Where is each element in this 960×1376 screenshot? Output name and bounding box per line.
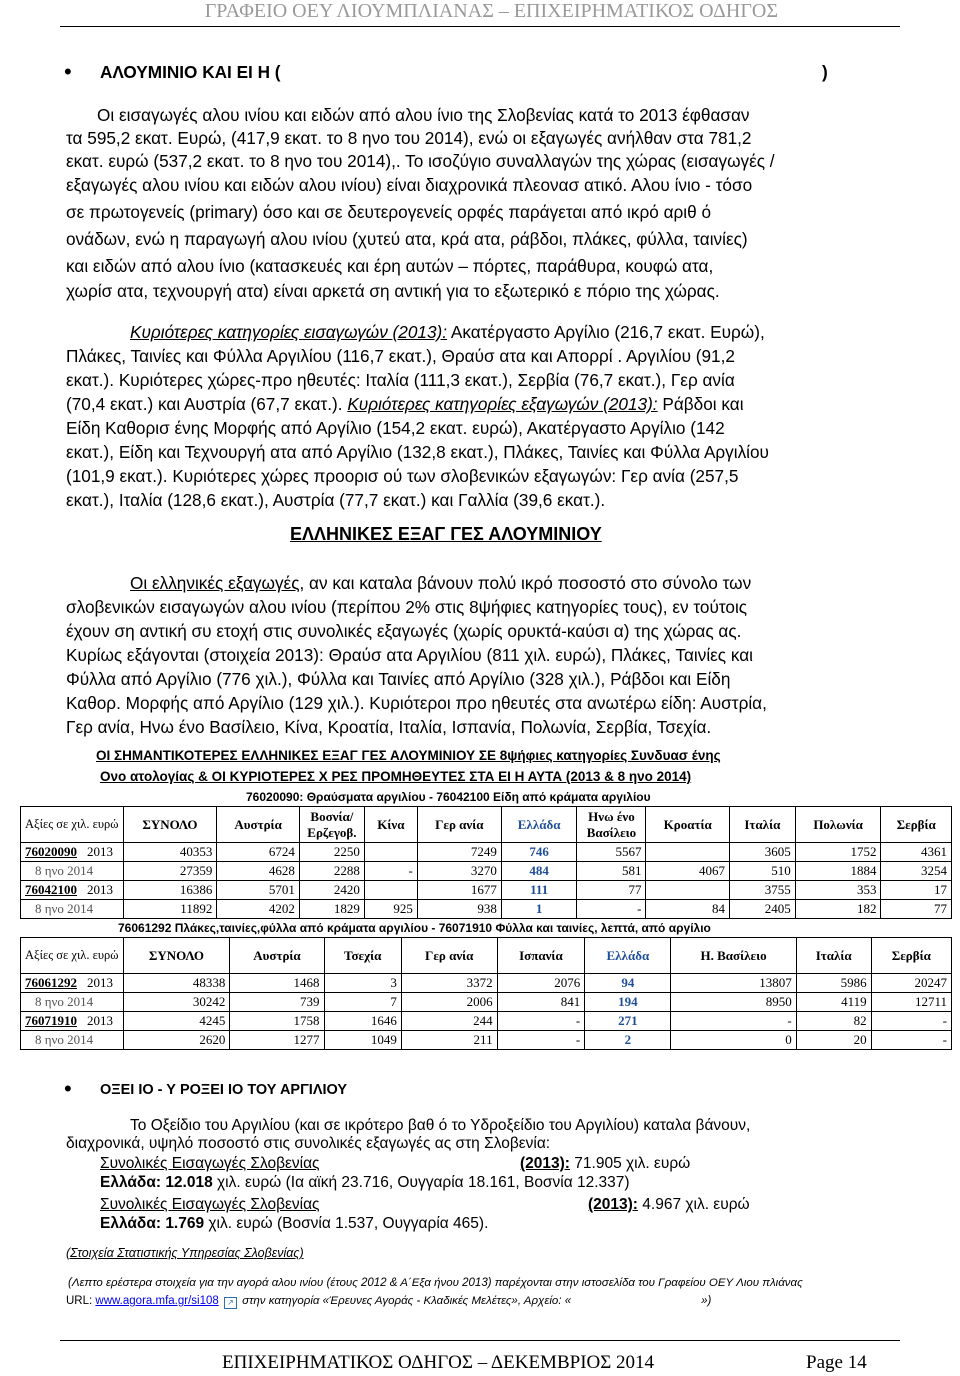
header-rule [60,26,900,27]
table-cell: 1677 [417,881,501,900]
section1-title: ΑΛΟΥΜΙΝΙΟ ΚΑΙ ΕΙ Η ( [100,62,281,82]
para2-line: Πλάκες, Ταινίες και Φύλλα Αργιλίου (116,7 εκατ.), Θραύσ ατα και Απορρί . Αργιλίου (91,2 [66,346,735,366]
table-row [21,843,952,862]
para3-line: Καθορ. Μορφής από Αργίλιο (129 χιλ.). Κυριότεροι προ ηθευτές στα ανωτέρω είδη: Αυστρία, [66,693,767,713]
table-cell: 27359 [123,862,217,881]
product-code: 76020090 [25,844,77,859]
page-number: Page 14 [806,1352,867,1373]
table-cell: 4067 [646,862,730,881]
agora-link[interactable]: www.agora.mfa.gr/si108 [95,1295,219,1307]
table-cell: 77 [881,900,952,919]
table-row [21,881,952,900]
table-cell: 1 [501,900,577,919]
table-cell: 3270 [417,862,501,881]
table-cell: 3 [324,974,401,993]
table-cell: - [497,1012,585,1031]
table-cell: 8950 [671,993,796,1012]
table-cell: 739 [230,993,324,1012]
table-cell: 841 [497,993,585,1012]
table1-header: Πολωνία [795,807,881,843]
table-cell [646,881,730,900]
table-cell: 4245 [123,1012,230,1031]
table1-header: ΣΥΝΟΛΟ [123,807,217,843]
table1-header: Κίνα [364,807,417,843]
table2-header: Σερβία [871,938,951,974]
table-cell: 1884 [795,862,881,881]
table-row [21,862,952,881]
table-cell: 194 [585,993,671,1012]
table-title: Ονο ατολογίας & ΟΙ ΚΥΡΙΟΤΕΡΕΣ Χ ΡΕΣ ΠΡΟΜΗΘΕΥΤΕΣ ΣΤΑ ΕΙ Η ΑΥΤΑ (2013 & 8 ηνο 2014) [100,769,692,784]
para2-line: Κυριότερες κατηγορίες εισαγωγών (2013): Ακατέργαστο Αργίλιο (216,7 εκατ. Ευρώ), [130,322,765,342]
table1-header: Αυστρία [217,807,300,843]
table1-header: Βοσνία/ Ερζεγοβ. [299,807,364,843]
table-cell: 211 [401,1031,497,1050]
table-cell: - [497,1031,585,1050]
table-cell: 1049 [324,1031,401,1050]
table-cell: - [871,1012,951,1031]
table-cell: 1468 [230,974,324,993]
imports-total-line: Συνολικές Εισαγωγές Σλοβενίας (2013): 4.967 χιλ. ευρώ [100,1196,750,1213]
para1-line: Οι εισαγωγές αλου ινίου και ειδών από αλου ίνιο της Σλοβενίας κατά το 2013 έφθασαν [97,105,750,125]
table-cell: 1829 [299,900,364,919]
period-label: 8 ηνο 2014 [35,994,94,1009]
table2-header: Αυστρία [230,938,324,974]
table-cell: 84 [646,900,730,919]
table-cell: - [871,1031,951,1050]
section3-title: ΟΞΕΙ ΙΟ - Υ ΡΟΞΕΙ ΙΟ ΤΟΥ ΑΡΓΙΛΙΟΥ [100,1082,348,1098]
table-cell: 16386 [123,881,217,900]
table1-header: Κροατία [646,807,730,843]
bullet-icon: • [64,59,72,84]
imports-label: Κυριότερες κατηγορίες εισαγωγών (2013): [130,322,448,342]
table2-corner: Αξίες σε χιλ. ευρώ [21,938,124,974]
para2-line: εκατ.). Κυριότερες χώρες-προ ηθευτές: Ιταλία (111,3 εκατ.), Σερβία (76,7 εκατ.), Γερ ανία [66,370,735,390]
para2-line: (70,4 εκατ.) και Αυστρία (67,7 εκατ.). Κυριότερες κατηγορίες εξαγωγών (2013): Ράβδοι και [66,394,744,414]
table-cell: 2006 [401,993,497,1012]
table-cell: 3605 [729,843,795,862]
table1-corner: Αξίες σε χιλ. ευρώ [21,807,124,843]
table-row [21,1031,952,1050]
table-cell: 746 [501,843,577,862]
table-cell: 6724 [217,843,300,862]
row-label [21,843,124,862]
table-cell: - [364,862,417,881]
table-cell: 11892 [123,900,217,919]
table-cell: 1752 [795,843,881,862]
table-cell: 4361 [881,843,952,862]
table-cell: 581 [577,862,646,881]
table-cell: 271 [585,1012,671,1031]
product-code: 76061292 [25,975,77,990]
table-cell: 13807 [671,974,796,993]
para3-line: Κυρίως εξάγονται (στοιχεία 2013): Θραύσ ατα Αργιλίου (811 χιλ. ευρώ), Πλάκες, Ταινίες και [66,645,753,665]
table-cell: 94 [585,974,671,993]
footer-rule [60,1340,900,1341]
greece-line: Ελλάδα: 1.769 χιλ. ευρώ (Βοσνία 1.537, Ουγγαρία 465). [100,1215,489,1232]
table-cell [364,843,417,862]
section2-title: ΕΛΛΗΝΙΚΕΣ ΕΞΑΓ ΓΕΣ ΑΛΟΥΜΙΝΙΟΥ [290,524,602,544]
table-title: ΟΙ ΣΗΜΑΝΤΙΚΟΤΕΡΕΣ ΕΛΛΗΝΙΚΕΣ ΕΞΑΓ ΓΕΣ ΑΛΟΥΜΙΝΙΟΥ ΣΕ 8ψήφιες κατηγορίες Συνδυασ ένης [96,748,721,763]
period-label: 2013 [87,844,113,859]
period-label: 2013 [87,975,113,990]
table-cell: 484 [501,862,577,881]
row-label [21,1031,124,1050]
table-row [21,974,952,993]
para1-line: εκατ. ευρώ (537,2 εκατ. το 8 ηνο του 2014),. Το ισοζύγιο συναλλαγών της χώρας (εισαγωγές / [66,151,775,171]
table-cell: 1646 [324,1012,401,1031]
table-cell: 3755 [729,881,795,900]
para2-line: (101,9 εκατ.). Κυριότερες χώρες προορισ ού των σλοβενικών εξαγωγών: Γερ ανία (257,5 [66,466,739,486]
note-line: (Λεπτο ερέστερα στοιχεία για την αγορά αλου ινίου (έτους 2012 & Α΄Εξα ήνου 2013) παρέχονται στην ιστοσελίδα του Γραφείου ΟΕΥ Λιου πλιάνας [68,1277,803,1289]
table-cell: 244 [401,1012,497,1031]
table2-header: Τσεχία [324,938,401,974]
table-row [21,900,952,919]
table-cell: 2288 [299,862,364,881]
row-label [21,881,124,900]
table1 [20,806,952,919]
table-cell: 938 [417,900,501,919]
row-label [21,993,124,1012]
exports-label: Κυριότερες κατηγορίες εξαγωγών (2013): [347,394,658,414]
para3-line: έχουν ση αντική συ ετοχή στις συνολικές εξαγωγές (χωρίς ορυκτά-καύσι α) της χώρας ας. [66,621,742,641]
para3-line: Γερ ανία, Ηνω ένο Βασίλειο, Κίνα, Κροατία, Ιταλία, Ισπανία, Πολωνία, Σερβία, Τσεχία. [66,717,712,737]
para4-line: Το Οξείδιο του Αργιλίου (και σε ικρότερο βαθ ό το Υδροξείδιο του Αργιλίου) καταλα βάνουν, [130,1117,751,1134]
para4-line: διαχρονικά, υψηλό ποσοστό στις συνολικές εξαγωγές ας στη Σλοβενία: [66,1135,551,1152]
table-cell: - [577,900,646,919]
section1-title-end: ) [822,62,828,82]
table2-subtitle: 76061292 Πλάκες,ταινίες,φύλλα από κράματα αργιλίου - 76071910 Φύλλα και ταινίες, λεπτά, από αργίλιο [118,921,711,935]
para2-line: εκατ.), Είδη και Τεχνουργή ατα από Αργίλιο (132,8 εκατ.), Πλάκες, Ταινίες και Φύλλα Αργιλίου [66,442,769,462]
table2-header: ΣΥΝΟΛΟ [123,938,230,974]
product-code: 76071910 [25,1013,77,1028]
table-cell: 17 [881,881,952,900]
table1-header: Ηνω ένο Βασίλειο [577,807,646,843]
url-line: URL: www.agora.mfa.gr/si108 ↗ στην κατηγορία «Έρευνες Αγοράς - Κλαδικές Μελέτες», Αρχείο: « ») [66,1295,712,1307]
table-cell: 82 [796,1012,871,1031]
row-label [21,974,124,993]
page-footer: ΕΠΙΧΕΙΡΗΜΑΤΙΚΟΣ ΟΔΗΓΟΣ – ΔΕΚΕΜΒΡΙΟΣ 2014 Page 14 [222,1352,867,1373]
table-cell: 1277 [230,1031,324,1050]
period-label: 8 ηνο 2014 [35,1032,94,1047]
table-cell: 48338 [123,974,230,993]
table2 [20,937,952,1050]
table-cell: - [671,1012,796,1031]
table-cell: 5701 [217,881,300,900]
table-cell: 3254 [881,862,952,881]
table2-header: Ιταλία [796,938,871,974]
para3-line: Φύλλα από Αργίλιο (776 χιλ.), Φύλλα και Ταινίες από Αργίλιο (328 χιλ.), Ράβδοι και Είδη [66,669,731,689]
table1-header: Ελλάδα [501,807,577,843]
para3-line: σλοβενικών εισαγωγών αλου ινίου (περίπου 2% στις 8ψήφιες κατηγορίες τους), εν τούτοις [66,597,748,617]
table1-subtitle: 76020090: Θραύσματα αργιλίου - 76042100 Είδη από κράματα αργιλίου [246,790,651,804]
table-cell [364,881,417,900]
table2-header: Ισπανία [497,938,585,974]
table-cell: 510 [729,862,795,881]
para1-line: χωρίσ ατα, τεχνουργή ατα) είναι αρκετά ση αντική για το εξωτερικό ε πόριο της χώρας. [66,281,720,301]
table-cell: 5986 [796,974,871,993]
table-cell: 2250 [299,843,364,862]
table-cell: 7 [324,993,401,1012]
row-label [21,900,124,919]
table-cell: 4628 [217,862,300,881]
table-cell: 353 [795,881,881,900]
table-cell: 77 [577,881,646,900]
para3-line: Οι ελληνικές εξαγωγές, αν και καταλα βάνουν πολύ ικρό ποσοστό στο σύνολο των [130,573,752,593]
table-row [21,1012,952,1031]
row-label [21,1012,124,1031]
table-cell: 3372 [401,974,497,993]
table-cell: 182 [795,900,881,919]
para1-line: τα 595,2 εκατ. Ευρώ, (417,9 εκατ. το 8 ηνο του 2014), ενώ οι εξαγωγές ανήλθαν στα 781,2 [66,128,752,148]
table-cell: 20247 [871,974,951,993]
para2-line: Είδη Καθορισ ένης Μορφής από Αργίλιο (154,2 εκατ. ευρώ), Ακατέργαστο Αργίλιο (142 [66,418,725,438]
table-cell: 925 [364,900,417,919]
row-label [21,862,124,881]
table-cell: 2 [585,1031,671,1050]
table-cell: 2076 [497,974,585,993]
table-cell: 1758 [230,1012,324,1031]
table-cell: 0 [671,1031,796,1050]
bullet-icon: • [64,1076,72,1101]
product-code: 76042100 [25,882,77,897]
table-cell: 30242 [123,993,230,1012]
table-cell: 20 [796,1031,871,1050]
table-cell: 2420 [299,881,364,900]
table-cell: 12711 [871,993,951,1012]
table-cell: 111 [501,881,577,900]
para1-line: σε πρωτογενείς (primary) όσο και σε δευτερογενείς ορφές παράγεται από ικρό αριθ ό [66,202,712,222]
table-cell: 2405 [729,900,795,919]
table-cell: 7249 [417,843,501,862]
external-link-icon: ↗ [224,1297,237,1309]
table-cell: 40353 [123,843,217,862]
imports-total-line: Συνολικές Εισαγωγές Σλοβενίας (2013): 71.905 χιλ. ευρώ [100,1155,691,1172]
table2-header: Ελλάδα [585,938,671,974]
para1-line: εξαγωγές αλου ινίου και ειδών αλου ινίου) είναι διαχρονικά πλεονασ ατικό. Αλου ίνιο - τόσο [66,175,753,195]
table-cell: 4202 [217,900,300,919]
table2-header: Γερ ανία [401,938,497,974]
period-label: 2013 [87,882,113,897]
para2-line: εκατ.), Ιταλία (128,6 εκατ.), Αυστρία (77,7 εκατ.) και Γαλλία (39,6 εκατ.). [66,490,606,510]
table2-header: Η. Βασίλειο [671,938,796,974]
page-header: ΓΡΑΦΕΙΟ ΟΕΥ ΛΙΟΥΜΠΛΙΑΝΑΣ – ΕΠΙΧΕΙΡΗΜΑΤΙΚΟΣ ΟΔΗΓΟΣ [204,0,778,22]
table1-header: Γερ ανία [417,807,501,843]
table-cell: 2620 [123,1031,230,1050]
table1-header: Σερβία [881,807,952,843]
para1-line: ονάδων, ενώ η παραγωγή αλου ινίου (χυτεύ ατα, κρά ατα, ράβδοι, πλάκες, φύλλα, ταινίες) [66,229,748,249]
table-cell: 5567 [577,843,646,862]
table-row [21,993,952,1012]
table-cell: 4119 [796,993,871,1012]
period-label: 2013 [87,1013,113,1028]
period-label: 8 ηνο 2014 [35,863,94,878]
table-cell [646,843,730,862]
para1-line: και ειδών από αλου ίνιο (κατασκευές και έρη αυτών – πόρτες, παράθυρα, κουφώ ατα, [66,256,714,276]
source-note: (Στοιχεία Στατιστικής Υπηρεσίας Σλοβενίας) [66,1246,304,1260]
period-label: 8 ηνο 2014 [35,901,94,916]
greece-line: Ελλάδα: 12.018 χιλ. ευρώ (Ια αϊκή 23.716, Ουγγαρία 18.161, Βοσνία 12.337) [100,1174,630,1191]
table1-header: Ιταλία [729,807,795,843]
